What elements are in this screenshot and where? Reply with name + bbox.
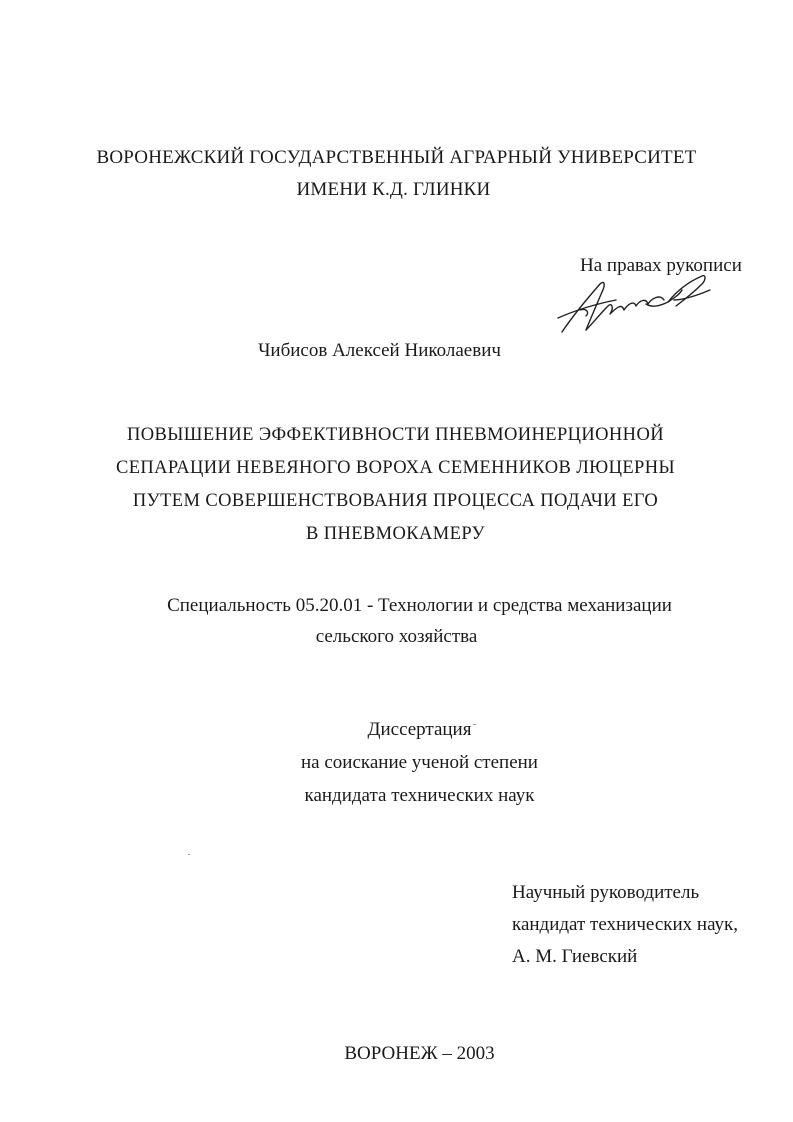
- degree-line2: кандидата технических наук: [304, 785, 535, 806]
- university-name-line1: ВОРОНЕЖСКИЙ ГОСУДАРСТВЕННЫЙ АГРАРНЫЙ УНИВЕРСИТЕТ: [96, 147, 697, 168]
- dissertation-title-line3: ПУТЕМ СОВЕРШЕНСТВОВАНИЯ ПРОЦЕССА ПОДАЧИ ЕГО: [132, 491, 659, 511]
- supervisor-label: Научный руководитель: [512, 882, 700, 903]
- specialty-line2: сельского хозяйства: [315, 626, 478, 647]
- manuscript-rights-label: На правах рукописи: [580, 255, 742, 276]
- supervisor-degree: кандидат технических наук,: [512, 914, 739, 935]
- supervisor-name: А. М. Гиевский: [512, 946, 638, 967]
- scan-speck: [473, 724, 476, 725]
- university-name-line2: ИМЕНИ К.Д. ГЛИНКИ: [296, 179, 491, 200]
- specialty-line1: Специальность 05.20.01 - Технологии и средства механизации: [167, 595, 672, 616]
- author-name: Чибисов Алексей Николаевич: [258, 340, 501, 361]
- degree-line1: на соискание ученой степени: [301, 752, 538, 773]
- dissertation-label: Диссертация: [367, 719, 472, 740]
- dissertation-title-line2: СЕПАРАЦИИ НЕВЕЯНОГО ВОРОХА СЕМЕННИКОВ ЛЮЦЕРНЫ: [115, 458, 676, 478]
- author-signature: [556, 270, 716, 336]
- dissertation-title-line1: ПОВЫШЕНИЕ ЭФФЕКТИВНОСТИ ПНЕВМОИНЕРЦИОННОЙ: [127, 425, 664, 445]
- scan-speck: [188, 854, 190, 855]
- dissertation-title-line4: В ПНЕВМОКАМЕРУ: [305, 524, 486, 544]
- city-year: ВОРОНЕЖ – 2003: [344, 1043, 495, 1064]
